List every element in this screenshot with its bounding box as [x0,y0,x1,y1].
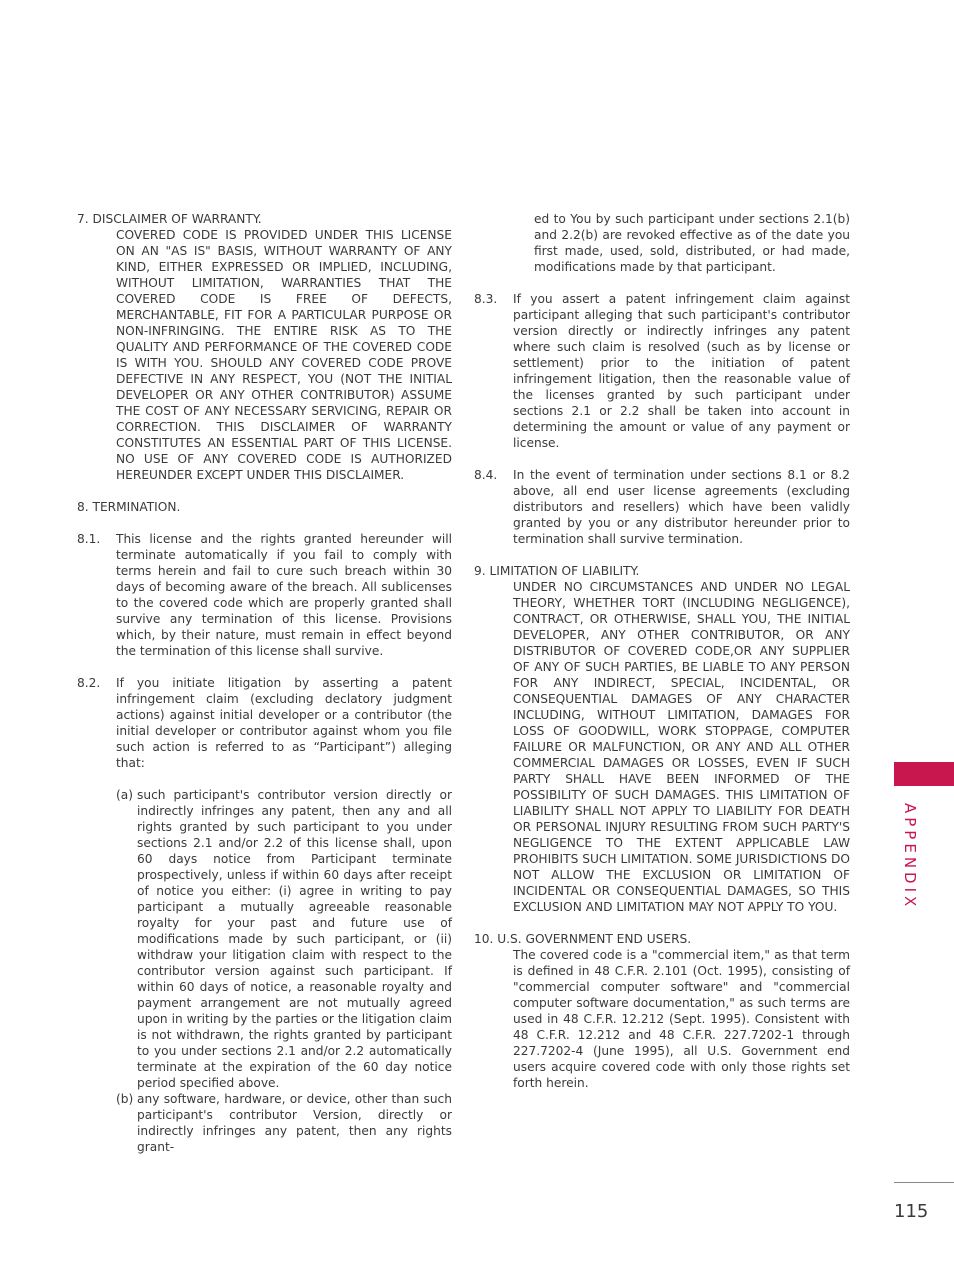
right-column [474,211,850,1091]
clause-8-1-number: 8.1. [77,532,101,546]
page-number-divider [894,1182,954,1183]
section-label: APPENDIX [901,803,919,911]
section-7-heading: 7. DISCLAIMER OF WARRANTY. [77,212,262,226]
page-number: 115 [894,1201,929,1222]
clause-8-3-text: If you assert a patent infringement claim against participant alleging that such participant's contributor version directly or indirectly infringes any patent where such claim is resolved (such as by license or settlement) prior to the initiation of patent infringement litigation, then the reasonable value of the licenses granted by such participant under sections 2.1 or 2.2 shall be taken into account in determining the amount or value of any payment or license. [513,292,850,450]
left-column [77,211,452,1155]
clause-8-3-number: 8.3. [474,292,498,306]
clause-8-2-b-continued: ed to You by such participant under sections 2.1(b) and 2.2(b) are revoked effective as of the date you first made, used, sold, distributed, or had made, modifications made by that participant. [534,212,850,274]
clause-8-2-a-label: (a) [116,788,133,802]
clause-8-1 [77,531,452,659]
section-tab-marker [894,762,954,786]
clause-8-2-text: If you initiate litigation by asserting a patent infringement claim (excluding declatory judgment actions) against initial developer or a contributor (the initial developer or contributor against whom you file such action is referred to as “Participant”) alleging that: [116,676,452,770]
clause-8-2-a [77,787,452,1091]
section-10-heading: 10. U.S. GOVERNMENT END USERS. [474,932,692,946]
section-7-text: COVERED CODE IS PROVIDED UNDER THIS LICENSE ON AN "AS IS" BASIS, WITHOUT WARRANTY OF ANY KIND, EITHER EXPRESSED OR IMPLIED, INCLUDING, WITHOUT LIMITATION, WARRANTIES THAT THE COVERED CODE IS FREE OF DEFECTS, MERCHANTABLE, FIT FOR A PARTICULAR PURPOSE OR NON-INFRINGING. THE ENTIRE RISK AS TO THE QUALITY AND PERFORMANCE OF THE COVERED CODE IS WITH YOU. SHOULD ANY COVERED CODE PROVE DEFECTIVE IN ANY RESPECT, YOU (NOT THE INITIAL DEVELOPER OR ANY OTHER CONTRIBUTOR) ASSUME THE COST OF ANY NECESSARY SERVICING, REPAIR OR CORRECTION. THIS DISCLAIMER OF WARRANTY CONSTITUTES AN ESSENTIAL PART OF THIS LICENSE. NO USE OF ANY COVERED CODE IS AUTHORIZED HEREUNDER EXCEPT UNDER THIS DISCLAIMER. [116,228,452,482]
clause-8-4-number: 8.4. [474,468,498,482]
clause-8-2-b-label: (b) [116,1092,134,1106]
section-8-heading: 8. TERMINATION. [77,500,181,514]
clause-8-1-text: This license and the rights granted hereunder will terminate automatically if you fail to comply with terms herein and fail to cure such breach within 30 days of becoming aware of the breach. All sublicenses to the covered code which are properly granted shall survive any termination of this license. Provisions which, by their nature, must remain in effect beyond the termination of this license shall survive. [116,532,452,658]
section-9-text: UNDER NO CIRCUMSTANCES AND UNDER NO LEGAL THEORY, WHETHER TORT (INCLUDING NEGLIGENCE), CONTRACT, OR OTHERWISE, SHALL YOU, THE INITIAL DEVELOPER, ANY OTHER CONTRIBUTOR, OR ANY DISTRIBUTOR OF COVERED CODE,OR ANY SUPPLIER OF ANY OF SUCH PARTIES, BE LIABLE TO ANY PERSON FOR ANY INDIRECT, SPECIAL, INCIDENTAL, OR CONSEQUENTIAL DAMAGES OF ANY CHARACTER INCLUDING, WITHOUT LIMITATION, DAMAGES FOR LOSS OF GOODWILL, WORK STOPPAGE, COMPUTER FAILURE OR MALFUNCTION, OR ANY AND ALL OTHER COMMERCIAL DAMAGES OR LOSSES, EVEN IF SUCH PARTY SHALL HAVE BEEN INFORMED OF THE POSSIBILITY OF SUCH DAMAGES. THIS LIMITATION OF LIABILITY SHALL NOT APPLY TO LIABILITY FOR DEATH OR PERSONAL INJURY RESULTING FROM SUCH PARTY'S NEGLIGENCE TO THE EXTENT APPLICABLE LAW PROHIBITS SUCH LIMITATION. SOME JURISDICTIONS DO NOT ALLOW THE EXCLUSION OR LIMITATION OF INCIDENTAL OR CONSEQUENTIAL DAMAGES, SO THIS EXCLUSION AND LIMITATION MAY NOT APPLY TO YOU. [513,580,850,914]
clause-8-4-text: In the event of termination under sections 8.1 or 8.2 above, all end user license agreements (excluding distributors and resellers) which have been validly granted by you or any distributor hereunder prior to termination shall survive termination. [513,468,850,546]
section-10-text: The covered code is a "commercial item," as that term is defined in 48 C.F.R. 2.101 (Oct. 1995), consisting of "commercial computer software" and "commercial computer software documentation," as such terms are used in 48 C.F.R. 12.212 (Sept. 1995). Consistent with 48 C.F.R. 12.212 and 48 C.F.R. 227.7202-1 through 227.7202-4 (June 1995), all U.S. Government end users acquire covered code with only those rights set forth herein. [513,948,850,1090]
clause-8-2 [77,675,452,771]
clause-8-2-b [77,1091,452,1155]
section-9-heading: 9. LIMITATION OF LIABILITY. [474,564,640,578]
clause-8-2-a-text: such participant's contributor version directly or indirectly infringes any patent, then any and all rights granted by such participant to you under sections 2.1 and/or 2.2 of this license shall, upon 60 days notice from Participant terminate prospectively, unless if within 60 days after receipt of notice you either: (i) agree in writing to pay participant a mutually agreeable reasonable royalty for your past and future use of modifications made by such participant, or (ii) withdraw your litigation claim with respect to the contributor version against such participant. If within 60 days of notice, a reasonable royalty and payment arrangement are not mutually agreed upon in writing by the parties or the litigation claim is not withdrawn, the rights granted by participant to you under sections 2.1 and/or 2.2 automatically terminate at the expiration of the 60 day notice period specified above. [137,788,452,1090]
clause-8-2-b-text: any software, hardware, or device, other than such participant's contributor Version, directly or indirectly infringes any patent, then any rights grant- [137,1092,452,1154]
clause-8-4 [474,467,850,547]
clause-8-3 [474,291,850,451]
clause-8-2-number: 8.2. [77,676,101,690]
